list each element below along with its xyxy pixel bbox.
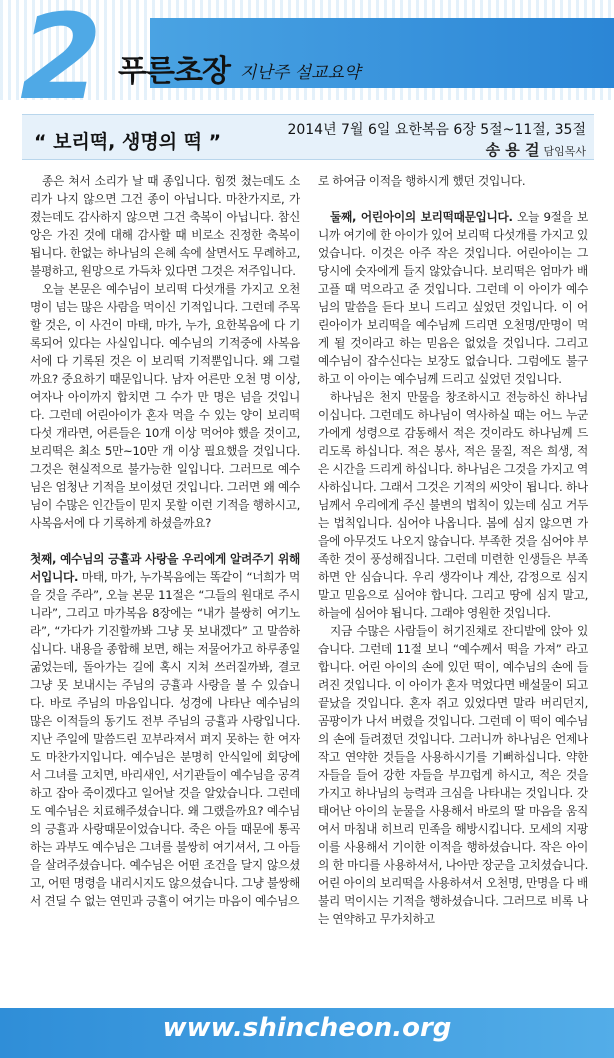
point-heading: 둘째, 어린아이의 보리떡때문입니다.: [330, 210, 513, 224]
paragraph: 오늘 본문은 예수님이 보리떡 다섯개를 가지고 오천명이 넘는 많은 사람을 먹이신 기적입니다. 그런데 주목할 것은, 이 사건이 마태, 마가, 누가, 요한복음에 다 기록되어 있다는 사실입니다. 예수님의 기적중에 사복음서에 다 기록된 것은 이 보리떡 기적뿐입니다. 왜 그럴까요? 중요하기 때문입니다. 남자 어른만 오천 명 이상, 여자나 아이까지 합치면 그 수가 만 명은 넘을 것입니다. 그런데 어린아이가 혼자 먹을 수 있는 양이 보리떡 다섯 개라면, 어른들은 10개 이상 먹어야 했을 것이고, 보리떡은 최소 5만~10만 개 이상 필요했을 것입니다. 그것은 현실적으로 불가능한 일입니다. 그러므로 예수님은 엄청난 기적을 보이셨던 것입니다. 그러면 왜 예수님이 수많은 인간들이 믿지 못할 이런 기적을 행하시고, 사복음서에 다 기록하게 하셨을까요?: [30, 282, 300, 530]
paragraph: 둘째, 어린아이의 보리떡때문입니다. 오늘 9절을 보니까 여기에 한 아이가 있어 보리떡 다섯개를 가지고 있었습니다. 이것은 아주 작은 것입니다. 어린아이는 그 당시에 숫자에게 들지 않았습니다. 보리떡은 엄마가 배고플 때 먹으라고 준 것입니다. 그런데 이 아이가 예수님의 말씀을 듣다 보니 드리고 싶었던 것입니다. 이 어린아이가 보리떡을 예수님께 드리면 오천명/만명이 먹게 될 것이라고 하는 믿음은 없었을 것입니다. 그리고 예수님이 잡수신다는 보장도 없습니다. 그럼에도 불구하고 이 아이는 예수님께 드리고 싶었던 것입니다.: [318, 210, 588, 386]
point-heading: 첫째, 예수님의 긍휼과 사랑을 우리에게 알려주기 위해서입니다.: [30, 552, 300, 584]
sermon-meta: 2014년 7월 6일 요한복음 6장 5절~11절, 35절: [287, 122, 586, 138]
section-title: 푸른초장: [118, 54, 230, 89]
section-subtitle: 지난주 설교요약: [240, 63, 361, 83]
preacher-name: 송 용 걸: [485, 141, 540, 159]
paragraph: 종은 쳐서 소리가 날 때 종입니다. 힘껏 쳤는데도 소리가 나지 않으면 그건 종이 아닙니다. 마찬가지로, 가졌는데도 감사하지 않으면 그건 축복이 아닙니다. 참신앙은 가진 것에 대해 감사할 때 비로소 진정한 축복이 됩니다. 한없는 하나님의 은혜 속에 살면서도 무례하고, 불평하고, 원망으로 가득차 있다면 그것은 저주입니다.: [30, 174, 300, 278]
left-column: [30, 172, 300, 1017]
sermon-title-box: [22, 114, 594, 160]
sermon-body: [30, 172, 588, 1017]
paragraph: 하나님은 천지 만물을 창조하시고 전능하신 하나님이십니다. 그런데도 하나님이 역사하실 때는 어느 누군가에게 성령으로 감동해서 적은 것이라도 하나님께 드리도록 하십니다. 적은 봉사, 적은 물질, 적은 희생, 적은 시간을 드리게 하십니다. 하나님은 그것을 가지고 역사하십니다. 그래서 그것은 기적의 씨앗이 됩니다. 하나님께서 우리에게 주신 불변의 법칙이 있는데 심고 거두는 법칙입니다. 심어야 나옵니다. 봄에 심지 않으면 가을에 아무것도 나오지 않습니다. 부족한 것을 심어야 부족한 것이 풍성해집니다. 그런데 미련한 인생들은 부족하면 안 심습니다. 우리 생각이나 계산, 감정으로 심지 말고 믿음으로 심어야 합니다. 그리고 땅에 심지 말고, 하늘에 심어야 됩니다. 그래야 영원한 것입니다.: [318, 390, 588, 620]
paragraph: 로 하여금 이적을 행하시게 했던 것입니다.: [318, 174, 526, 188]
page-header: [0, 0, 614, 110]
page-number: 2: [20, 0, 103, 110]
website-link[interactable]: www.shincheon.org: [162, 1013, 452, 1043]
paragraph: 첫째, 예수님의 긍휼과 사랑을 우리에게 알려주기 위해서입니다. 마태, 마가, 누가복음에는 똑같이 “너희가 먹을 것을 주라”, 오늘 본문 11절은 “그들의 원대로 주시니라”, 그리고 마가복음 8장에는 “내가 불쌍히 여기노라”, “가다가 기진할까봐 그냥 못 보내겠다” 고 말씀하십니다. 내용을 종합해 보면, 해는 저물어가고 하루종일 굶었는데, 돌아가는 길에 혹시 지쳐 쓰러질까봐, 결코 그냥 못 보내시는 주님의 긍휼과 사랑을 볼 수 있습니다. 바로 주님의 마음입니다. 성경에 나타난 예수님의 많은 이적들의 동기도 전부 주님의 긍휼과 사랑입니다. 지난 주일에 말씀드린 꼬부라져서 펴지 못하는 한 여자도 마찬가지입니다. 예수님은 분명히 안식일에 회당에서 그녀를 고치면, 바리새인, 서기관들이 예수님을 공격하고 잡아 죽이겠다고 일어날 것을 알았습니다. 그런데도 예수님은 치료해주셨습니다. 왜 그랬을까요? 예수님의 긍휼과 사랑때문이었습니다. 죽은 아들 때문에 통곡하는 과부도 예수님은 그녀를 불쌍히 여기셔서, 그 아들을 살려주셨습니다. 예수님은 어떤 조건을 달지 않으셨고, 어떤 명령을 내리시지도 않으셨습니다. 그냥 불쌍해서 견딜 수 없는 연민과 긍휼이 여기는 마음이 예수님으: [30, 552, 300, 908]
preacher-role: 담임목사: [543, 145, 586, 158]
sermon-title: “ 보리떡, 생명의 떡 ”: [34, 131, 222, 153]
preacher: [486, 139, 586, 160]
paragraph: 지금 수많은 사람들이 허기진채로 잔디밭에 앉아 있습니다. 그런데 11절 보니 “예수께서 떡을 가져” 라고 합니다. 어린 아이의 손에 있던 떡이, 예수님의 손에 들려진 것입니다. 이 아이가 혼자 먹었다면 배설물이 되고 끝났을 것입니다. 혼자 쥐고 있었다면 말라 버리던지, 곰팡이가 나서 버렸을 것입니다. 그런데 이 떡이 예수님의 손에 들려졌던 것입니다. 그러니까 하나님은 언제나 작고 연약한 것들을 사용하시기를 기뻐하십니다. 약한 자들을 들어 강한 자들을 부끄럽게 하시고, 적은 것을 가지고 하나님의 능력과 크심을 나타내는 것입니다. 갓 태어난 아이의 눈물을 사용해서 바로의 딸 마음을 움직여서 마침내 히브리 민족을 해방시킵니다. 모세의 지팡이를 사용해서 기이한 이적을 행하셨습니다. 작은 아이의 한 마디를 사용하셔서, 나아만 장군을 고치셨습니다. 어린 아이의 보리떡을 사용하셔서 오천명, 만명을 다 배불리 먹이시는 기적을 행하셨습니다. 그러므로 비록 나는 연약하고 무가치하고: [318, 624, 588, 926]
right-column: [318, 172, 588, 1017]
page-footer: [0, 1008, 614, 1058]
